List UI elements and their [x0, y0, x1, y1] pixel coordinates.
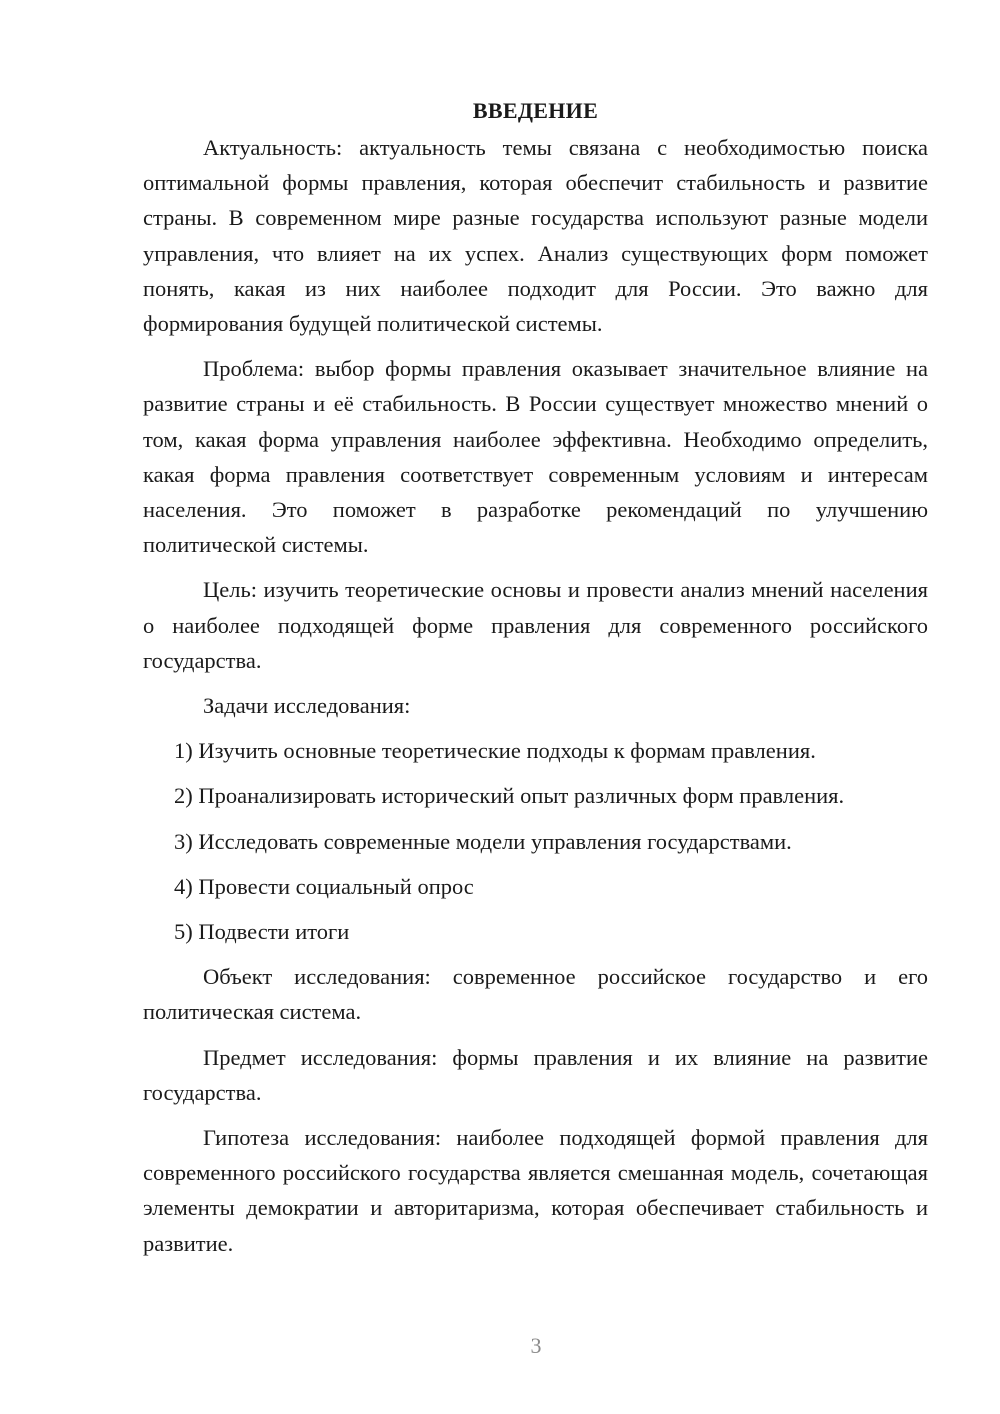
subject-paragraph: Предмет исследования: формы правления и их влияние на развитие государства.: [143, 1044, 928, 1105]
relevance-paragraph: Актуальность: актуальность темы связана с необходимостью поиска оптимальной формы правления, которая обеспечит стабильность и развитие страны. В современном мире разные государства используют разные модели управления, что влияет на их успех. Анализ существующих форм поможет понять, какая из них наиболее подходит для России. Это важно для формирования будущей политической системы.: [143, 135, 928, 337]
task-item-3: 3) Исследовать современные модели управления государствами.: [174, 828, 792, 854]
document-page: [143, 96, 928, 1271]
page-title: ВВЕДЕНИЕ: [472, 98, 599, 123]
problem-paragraph: Проблема: выбор формы правления оказывает значительное влияние на развитие страны и её стабильность. В России существует множество мнений о том, какая форма управления наиболее эффективна. Необходимо определить, какая форма правления соответствует современным условиям и интересам населения. Это поможет в разработке рекомендаций по улучшению политической системы.: [143, 356, 928, 558]
tasks-list: [143, 733, 928, 949]
task-item-1: 1) Изучить основные теоретические подходы к формам правления.: [174, 738, 816, 764]
goal-paragraph: Цель: изучить теоретические основы и провести анализ мнений населения о наиболее подходящей форме правления для современного российского государства.: [143, 577, 928, 673]
task-item-4: 4) Провести социальный опрос: [174, 873, 474, 899]
object-paragraph: Объект исследования: современное российское государство и его политическая система.: [143, 964, 928, 1025]
task-item-5: 5) Подвести итоги: [174, 919, 350, 945]
task-item-2: 2) Проанализировать исторический опыт различных форм правления.: [174, 783, 845, 809]
tasks-heading: Задачи исследования:: [203, 693, 411, 719]
page-number: 3: [530, 1333, 542, 1358]
hypothesis-paragraph: Гипотеза исследования: наиболее подходящей формой правления для современного российского государства является смешанная модель, сочетающая элементы демократии и авторитаризма, которая обеспечивает стабильность и развитие.: [143, 1125, 928, 1256]
